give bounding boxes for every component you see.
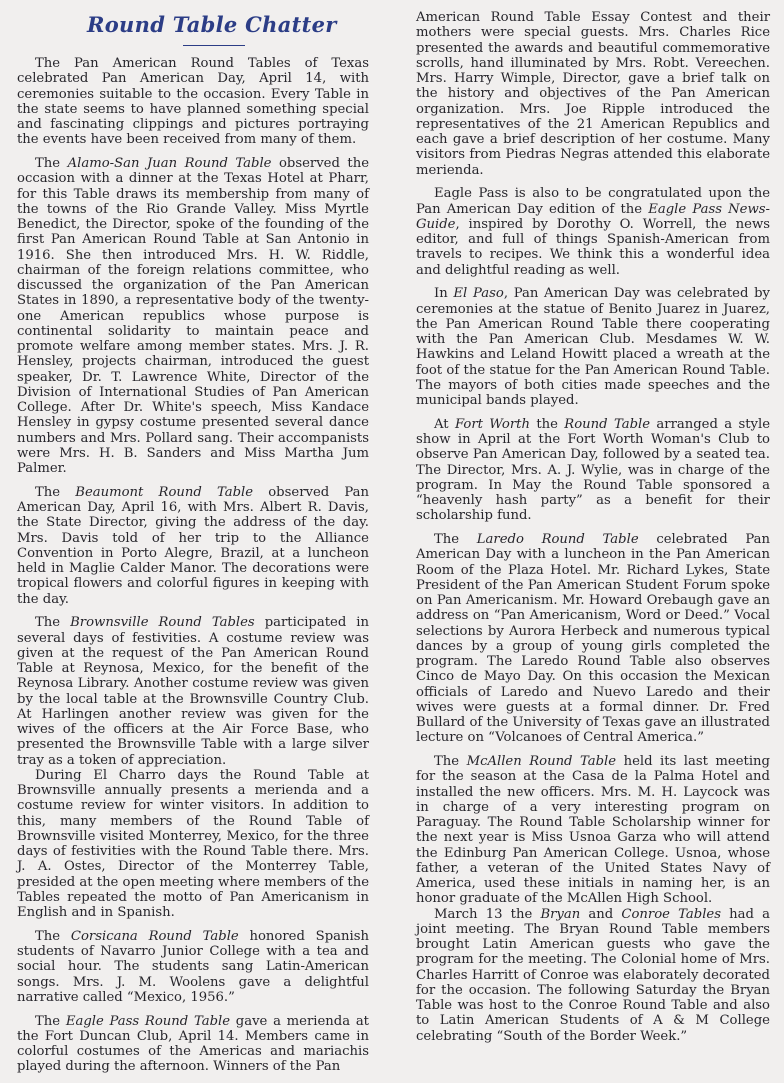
city-name: Fort Worth: [454, 416, 530, 432]
table-name: Alamo-San Juan Round Table: [67, 156, 272, 171]
brownsville-paragraph: The Brownsville Round Tables participated in several days of festivities. A costume review was given at the request of the Pan American Round Table at Reynosa, Mexico, for the benefit of the Reynosa Library. Another costume review was given by the local table at the Brownsville Country Club. At Harlingen another review was given for the wives of the officers at the Air Force Base, who presented the Brownsville Table with a large silver tray as a token of appreciation.: [17, 615, 369, 768]
corsicana-paragraph: The Corsicana Round Table honored Spanish students of Navarro Junior College with a tea and social hour. The students sang Latin-American songs. Mrs. J. M. Woolens gave a delightful narrative called “Mexico, 1956.”: [17, 928, 369, 1005]
eagle-pass-paragraph: The Eagle Pass Round Table gave a merienda at the Fort Duncan Club, April 14. Members came in colorful costumes of the Americas and mariachis played during the afternoon. Winners of the Pan: [17, 1013, 369, 1075]
table-name: Brownsville Round Tables: [70, 615, 255, 631]
table-name: McAllen Round Table: [466, 754, 617, 769]
table-name: Corsicana Round Table: [70, 928, 239, 944]
bryan-conroe-paragraph: March 13 the Bryan and Conroe Tables had a joint meeting. The Bryan Round Table members brought Latin American guests who gave the program for the meeting. The Colonial home of Mrs. Charles Harritt of Conroe was elaborately decorated for the occasion. The following Saturday the Bryan Table was host to the Conroe Round Table and also to Latin American Students of A & M College celebrating “South of the Border Week.”: [416, 906, 770, 1044]
el-paso-paragraph: In El Paso, Pan American Day was celebrated by ceremonies at the statue of Benito Juarez in Juarez, the Pan American Round Table there cooperating with the Pan American Club. Mesdames W. W. Hawkins and Leland Howitt placed a wreath at the foot of the statue for the Pan American Round Table. The mayors of both cities made speeches and the municipal bands played.: [416, 286, 770, 408]
intro-paragraph: The Pan American Round Tables of Texas celebrated Pan American Day, April 14, with ceremonies suitable to the occasion. Every Table in the state seems to have planned something special and fascinating clippings and pictures portraying the events have been received from many of them.: [17, 56, 369, 148]
eagle-pass-continued-paragraph: American Round Table Essay Contest and their mothers were special guests. Mrs. Charles Rice presented the awards and beautiful commemorative scrolls, hand illuminated by Mrs. Robt. Vereechen. Mrs. Harry Wimple, Director, gave a brief talk on the history and objectives of the Pan American organization. Mrs. Joe Ripple introduced the representatives of the 21 American Republics and each gave a brief description of her costume. Many visitors from Piedras Negras attended this elaborate merienda.: [416, 10, 770, 178]
left-column: [17, 0, 369, 1083]
table-name: Eagle Pass Round Table: [65, 1013, 231, 1029]
table-name: Round Table: [564, 416, 651, 432]
title-rule: [183, 45, 245, 46]
table-name: Bryan: [540, 906, 581, 922]
table-name: Laredo Round Table: [476, 532, 639, 547]
laredo-paragraph: The Laredo Round Table celebrated Pan American Day with a luncheon in the Pan American Room of the Plaza Hotel. Mr. Richard Lykes, State President of the Pan American Student Forum spoke on Pan Americanism. Mr. Howard Orebaugh gave an address on “Pan Americanism, Word or Deed.” Vocal selections by Aurora Herbeck and numerous typical dances by a group of young girls completed the program. The Laredo Round Table also observes Cinco de Mayo Day. On this occasion the Mexican officials of Laredo and Nuevo Laredo and their wives were guests at a formal dinner. Dr. Fred Bullard of the University of Texas gave an illustrated lecture on “Volcanoes of Central America.”: [416, 532, 770, 746]
mcallen-paragraph: The McAllen Round Table held its last meeting for the season at the Casa de la Palma Hotel and installed the new officers. Mrs. M. H. Laycock was in charge of a very interesting program on Paraguay. The Round Table Scholarship winner for the next year is Miss Usnoa Garza who will attend the Edinburg Pan American College. Usnoa, whose father, a veteran of the United States Navy of America, used these initials in naming her, is an honor graduate of the McAllen High School.: [416, 754, 770, 907]
article-title: Round Table Chatter: [87, 12, 337, 37]
fort-worth-paragraph: At Fort Worth the Round Table arranged a style show in April at the Fort Worth Woman's Club to observe Pan American Day, followed by a seated tea. The Director, Mrs. A. J. Wylie, was in charge of the program. In May the Round Table sponsored a “heavenly hash party” as a benefit for their scholarship fund.: [416, 416, 771, 524]
right-column: [416, 10, 770, 1052]
table-name: Beaumont Round Table: [75, 484, 254, 500]
city-name: El Paso: [453, 286, 504, 302]
beaumont-paragraph: The Beaumont Round Table observed Pan American Day, April 16, with Mrs. Albert R. Davis, the State Director, giving the address of the day. Mrs. Davis told of her trip to the Alliance Convention in Porto Alegre, Brazil, at a luncheon held in Maglie Calder Manor. The decorations were tropical flowers and colorful figures in keeping with the day.: [17, 484, 369, 607]
table-name: Conroe Tables: [621, 906, 721, 922]
publication-name: Eagle Pass News-Guide: [416, 201, 770, 232]
news-guide-paragraph: Eagle Pass is also to be congratulated upon the Pan American Day edition of the Eagle Pass News-Guide, inspired by Dorothy O. Worrell, the news editor, and full of things Spanish-American from travels to recipes. We think this a wonderful idea and delightful reading as well.: [416, 186, 770, 278]
alamo-san-juan-paragraph: The Alamo-San Juan Round Table observed the occasion with a dinner at the Texas Hotel at Pharr, for this Table draws its membership from many of the towns of the Rio Grande Valley. Miss Myrtle Benedict, the Director, spoke of the founding of the first Pan American Round Table at San Antonio in 1916. She then introduced Mrs. H. W. Riddle, chairman of the foreign relations committee, who discussed the organization of the Pan American States in 1890, a representative body of the twenty-one American republics whose purpose is continental solidarity to maintain peace and promote welfare among member states. Mrs. J. R. Hensley, projects chairman, introduced the guest speaker, Dr. T. Lawrence White, Director of the Division of International Studies of Pan American College. After Dr. White's speech, Miss Kandace Hensley in gypsy costume presented several dance numbers and Mrs. Pollard sang. Their accompanists were Mrs. H. B. Sanders and Miss Martha Jum Palmer.: [17, 156, 370, 476]
el-charro-paragraph: During El Charro days the Round Table at Brownsville annually presents a merienda and a costume review for winter visitors. In addition to this, many members of the Round Table of Brownsville visited Monterrey, Mexico, for the three days of festivities with the Round Table there. Mrs. J. A. Ostes, Director of the Monterrey Table, presided at the open meeting where members of the Tables repeated the motto of Pan Americanism in English and in Spanish.: [17, 767, 370, 920]
